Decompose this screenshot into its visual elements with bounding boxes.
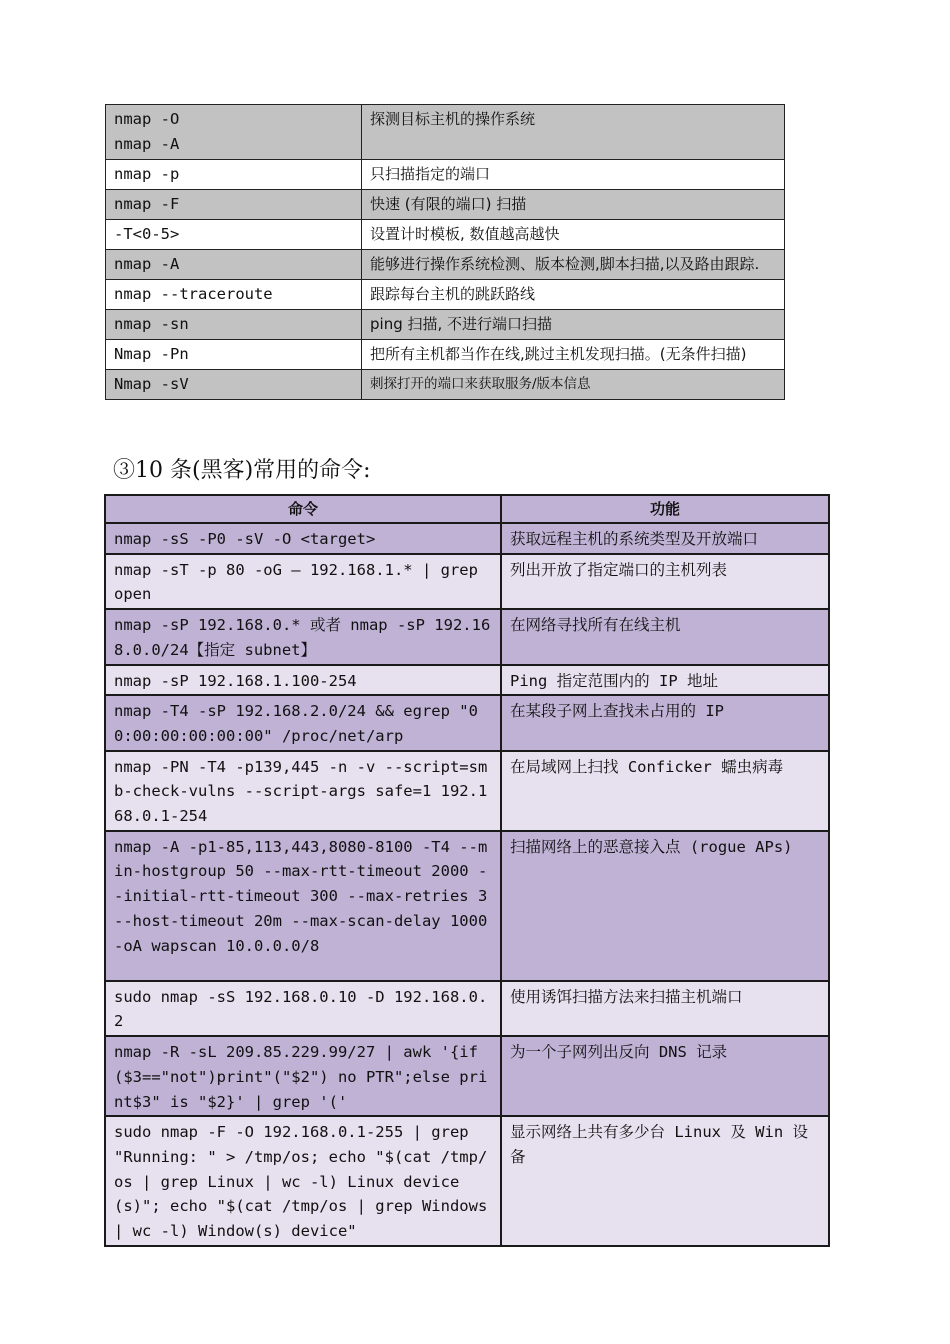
command-cell: nmap -R -sL 209.85.229.99/27 | awk '{if($3=="not")print"("$2") no PTR";else print$3" is "$2}' | grep '(' (105, 1036, 501, 1116)
option-command: Nmap -sV (106, 370, 362, 400)
table-row (105, 665, 829, 696)
function-cell: 在某段子网上查找未占用的 IP (501, 695, 829, 750)
command-cell: nmap -sT -p 80 -oG – 192.168.1.* | grep open (105, 554, 501, 609)
table-row (105, 1116, 829, 1246)
command-cell: nmap -A -p1-85,113,443,8080-8100 -T4 --min-hostgroup 50 --max-rtt-timeout 2000 --initial-rtt-timeout 300 --max-retries 3 --host-timeout 20m --max-scan-delay 1000 -oA wapscan 10.0.0.0/8 (105, 831, 501, 981)
option-description: 只扫描指定的端口 (362, 160, 785, 190)
command-cell: nmap -T4 -sP 192.168.2.0/24 && egrep "00:00:00:00:00:00" /proc/net/arp (105, 695, 501, 750)
hacker-commands-table (104, 494, 830, 1247)
function-cell: Ping 指定范围内的 IP 地址 (501, 665, 829, 696)
table-row (105, 1036, 829, 1116)
option-description: 设置计时模板, 数值越高越快 (362, 220, 785, 250)
nmap-options-table (105, 104, 785, 400)
option-description: 跟踪每台主机的跳跃路线 (362, 280, 785, 310)
column-header-function: 功能 (501, 495, 829, 523)
table-row (106, 370, 785, 400)
function-cell: 显示网络上共有多少台 Linux 及 Win 设备 (501, 1116, 829, 1246)
option-description: ping 扫描, 不进行端口扫描 (362, 310, 785, 340)
table-row (106, 310, 785, 340)
table-row (105, 523, 829, 554)
function-cell: 列出开放了指定端口的主机列表 (501, 554, 829, 609)
option-command (106, 105, 362, 160)
table-row (105, 609, 829, 664)
function-cell: 获取远程主机的系统类型及开放端口 (501, 523, 829, 554)
table-row (106, 340, 785, 370)
table-row (105, 695, 829, 750)
command-cell: nmap -sS -P0 -sV -O <target> (105, 523, 501, 554)
option-command: nmap --traceroute (106, 280, 362, 310)
table-row (106, 220, 785, 250)
option-description: 能够进行操作系统检测、版本检测,脚本扫描,以及路由跟踪. (362, 250, 785, 280)
section-heading: ③10 条(黑客)常用的命令: (113, 458, 371, 483)
option-command: nmap -A (106, 250, 362, 280)
function-cell: 使用诱饵扫描方法来扫描主机端口 (501, 981, 829, 1036)
function-cell: 扫描网络上的恶意接入点 (rogue APs) (501, 831, 829, 981)
option-command: Nmap -Pn (106, 340, 362, 370)
table-row (106, 250, 785, 280)
command-cell: sudo nmap -F -O 192.168.0.1-255 | grep "Running: " > /tmp/os; echo "$(cat /tmp/os | grep Linux | wc -l) Linux device(s)"; echo "$(cat /tmp/os | grep Windows | wc -l) Window(s) device" (105, 1116, 501, 1246)
command-cell: nmap -sP 192.168.1.100-254 (105, 665, 501, 696)
table-row (106, 190, 785, 220)
table-row (105, 554, 829, 609)
table-row (106, 280, 785, 310)
table-row (105, 831, 829, 981)
option-command: -T<0-5> (106, 220, 362, 250)
command-cell: sudo nmap -sS 192.168.0.10 -D 192.168.0.2 (105, 981, 501, 1036)
table-row (106, 160, 785, 190)
command-cell: nmap -PN -T4 -p139,445 -n -v --script=smb-check-vulns --script-args safe=1 192.168.0.1-254 (105, 751, 501, 831)
option-command-text: nmap -O nmap -A (114, 110, 180, 153)
option-command: nmap -sn (106, 310, 362, 340)
function-cell: 在局域网上扫找 Conficker 蠕虫病毒 (501, 751, 829, 831)
option-description: 快速 (有限的端口) 扫描 (362, 190, 785, 220)
option-command: nmap -p (106, 160, 362, 190)
option-description: 刺探打开的端口来获取服务/版本信息 (362, 370, 785, 400)
function-cell: 在网络寻找所有在线主机 (501, 609, 829, 664)
table-row (105, 981, 829, 1036)
function-cell: 为一个子网列出反向 DNS 记录 (501, 1036, 829, 1116)
table-row (106, 105, 785, 160)
option-description: 探测目标主机的操作系统 (362, 105, 785, 160)
column-header-command: 命令 (105, 495, 501, 523)
option-description: 把所有主机都当作在线,跳过主机发现扫描。(无条件扫描) (362, 340, 785, 370)
table-header-row (105, 495, 829, 523)
command-cell: nmap -sP 192.168.0.* 或者 nmap -sP 192.168.0.0/24【指定 subnet】 (105, 609, 501, 664)
table-row (105, 751, 829, 831)
option-command: nmap -F (106, 190, 362, 220)
